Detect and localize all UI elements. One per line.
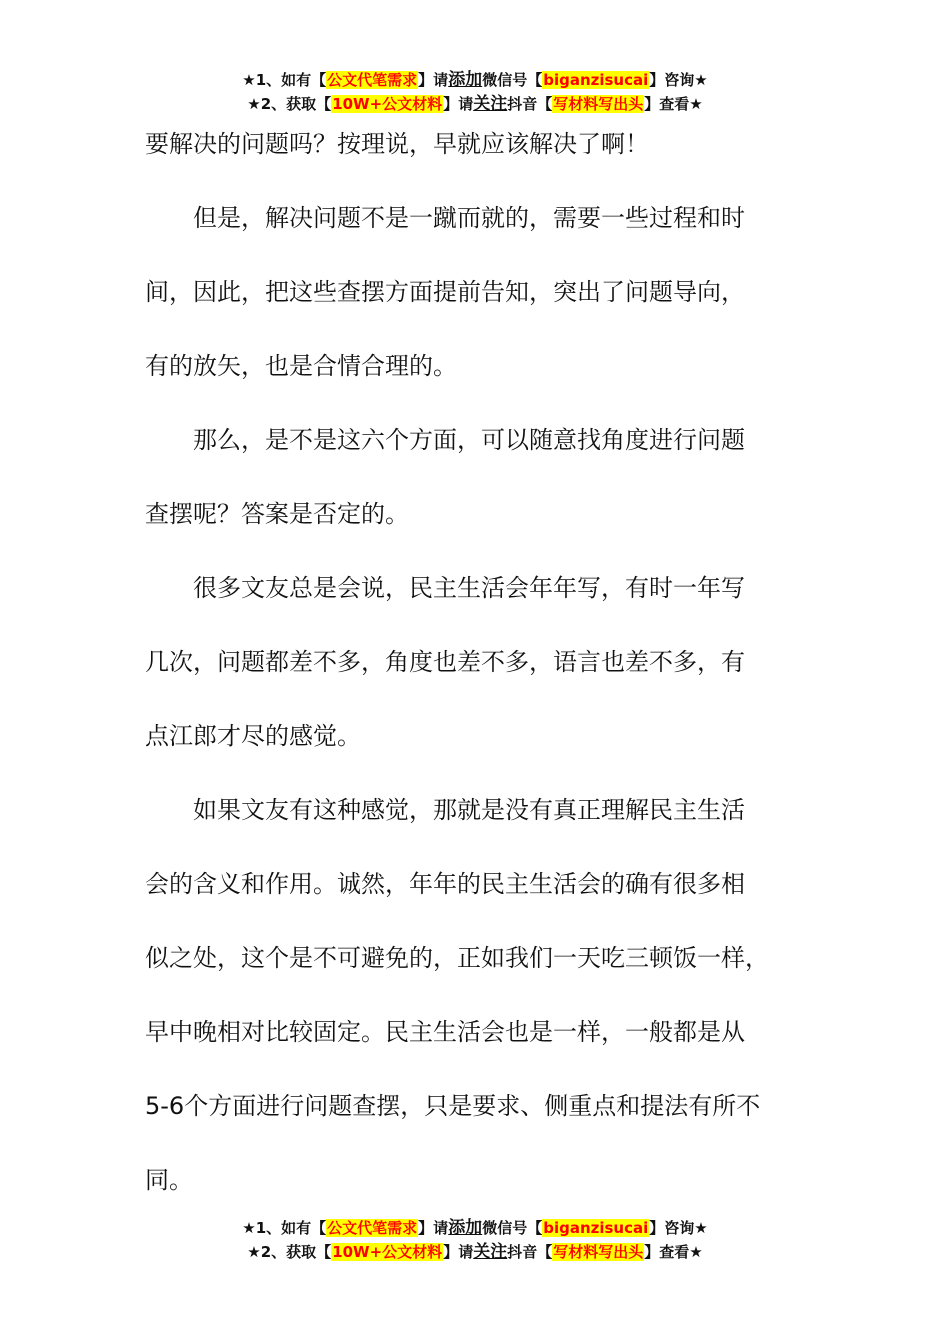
highlight-wechat-id: biganzisucai — [543, 1219, 649, 1237]
paragraph — [145, 422, 810, 533]
banner-line-2 — [0, 92, 950, 116]
highlight-douyin-id: 写材料写出头 — [553, 95, 644, 113]
text-line: 似之处，这个是不可避免的，正如我们一天吃三顿饭一样， — [145, 944, 769, 972]
banner-text: 】请 — [443, 95, 474, 113]
highlight-materials: 10W+公文材料 — [332, 1243, 443, 1261]
banner-text: 】咨询★ — [649, 71, 708, 89]
banner-line-1 — [0, 68, 950, 92]
highlight-materials: 10W+公文材料 — [332, 95, 443, 113]
text-line: 5-6个方面进行问题查摆，只是要求、侧重点和提法有所不 — [145, 1092, 761, 1120]
banner-text: 】查看★ — [644, 95, 703, 113]
banner-text: 】查看★ — [644, 1243, 703, 1261]
document-body — [145, 126, 810, 1236]
banner-text: 微信号【 — [482, 1219, 543, 1237]
highlight-service: 公文代笔需求 — [327, 1219, 418, 1237]
text-line: 那么，是不是这六个方面，可以随意找角度进行问题 — [193, 426, 745, 454]
emphasis-follow: 关注 — [473, 1242, 508, 1262]
banner-text: 抖音【 — [507, 1243, 553, 1261]
highlight-wechat-id: biganzisucai — [543, 71, 649, 89]
footer-banner — [0, 1216, 950, 1264]
text-line: 如果文友有这种感觉，那就是没有真正理解民主生活 — [193, 796, 745, 824]
text-line: 间，因此，把这些查摆方面提前告知，突出了问题导向， — [145, 278, 745, 306]
text-line: 有的放矢，也是合情合理的。 — [145, 352, 457, 380]
banner-text: 】请 — [418, 71, 449, 89]
banner-line-2 — [0, 1240, 950, 1264]
text-line: 早中晚相对比较固定。民主生活会也是一样，一般都是从 — [145, 1018, 745, 1046]
banner-text: ★1、如有【 — [242, 1219, 327, 1237]
emphasis-follow: 关注 — [473, 94, 508, 114]
text-line: 但是，解决问题不是一蹴而就的，需要一些过程和时 — [193, 204, 745, 232]
paragraph — [145, 570, 810, 755]
text-line: 要解决的问题吗？按理说，早就应该解决了啊！ — [145, 130, 649, 158]
paragraph — [145, 126, 810, 163]
text-line: 同。 — [145, 1166, 193, 1194]
text-line: 点江郎才尽的感觉。 — [145, 722, 361, 750]
banner-text: 】请 — [443, 1243, 474, 1261]
text-line: 查摆呢？答案是否定的。 — [145, 500, 409, 528]
text-line: 几次，问题都差不多，角度也差不多，语言也差不多，有 — [145, 648, 745, 676]
banner-text: ★1、如有【 — [242, 71, 327, 89]
emphasis-add: 添加 — [448, 70, 483, 90]
paragraph — [145, 200, 810, 385]
banner-text: ★2、获取【 — [247, 1243, 332, 1261]
highlight-douyin-id: 写材料写出头 — [553, 1243, 644, 1261]
banner-line-1 — [0, 1216, 950, 1240]
banner-text: 】请 — [418, 1219, 449, 1237]
header-banner — [0, 68, 950, 116]
highlight-service: 公文代笔需求 — [327, 71, 418, 89]
banner-text: 】咨询★ — [649, 1219, 708, 1237]
banner-text: ★2、获取【 — [247, 95, 332, 113]
paragraph — [145, 792, 810, 1199]
banner-text: 微信号【 — [482, 71, 543, 89]
text-line: 会的含义和作用。诚然，年年的民主生活会的确有很多相 — [145, 870, 745, 898]
banner-text: 抖音【 — [507, 95, 553, 113]
text-line: 很多文友总是会说，民主生活会年年写，有时一年写 — [193, 574, 745, 602]
emphasis-add: 添加 — [448, 1218, 483, 1238]
